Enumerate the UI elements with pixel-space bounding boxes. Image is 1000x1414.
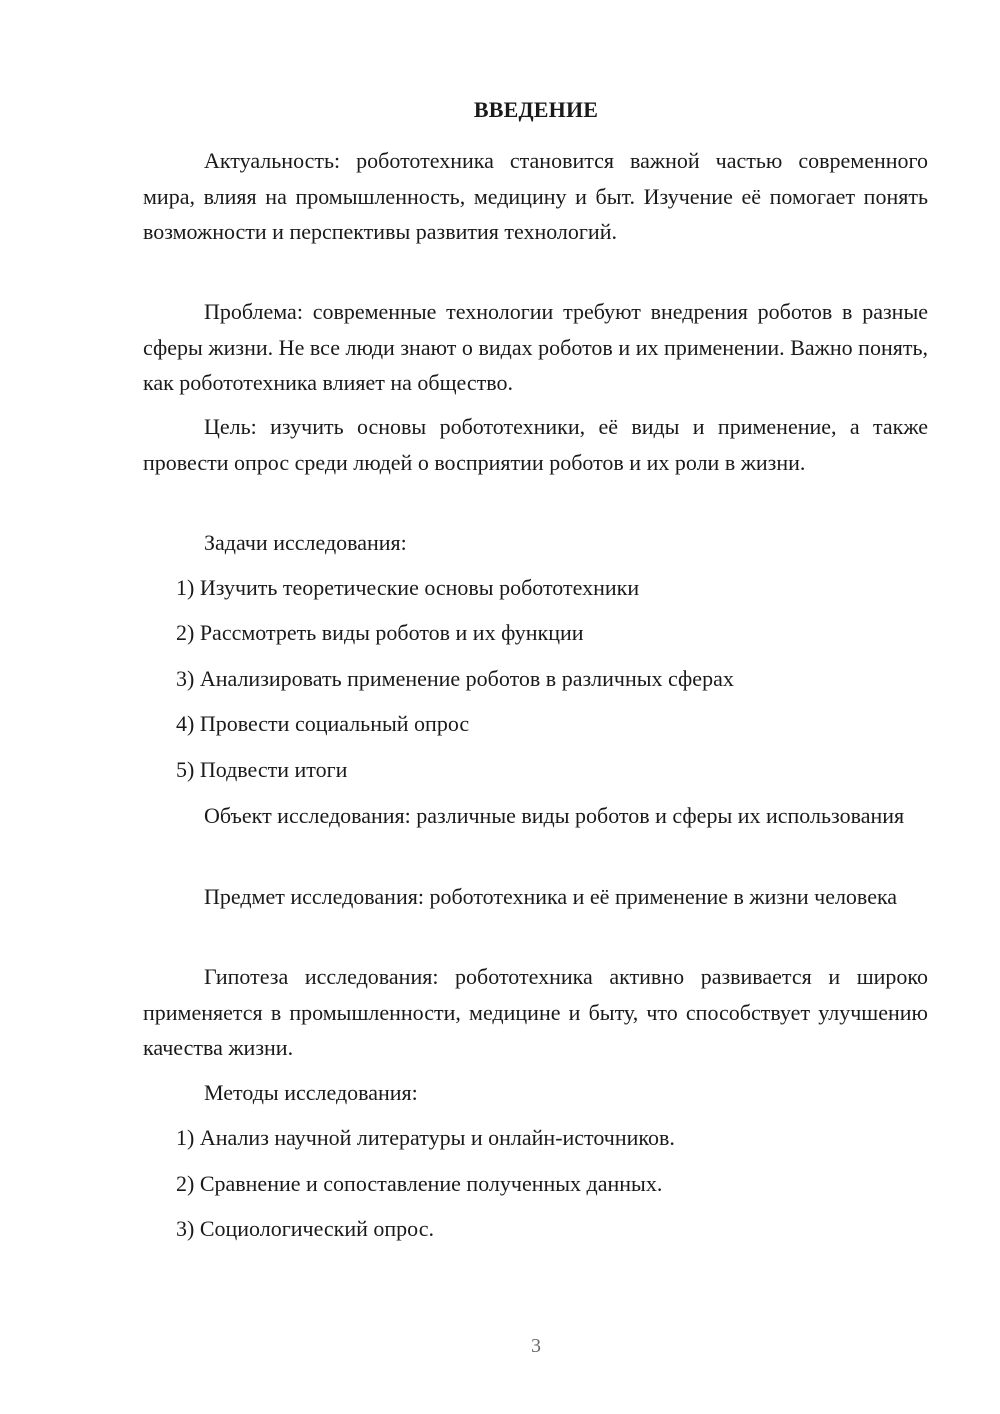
task-item: 1) Изучить теоретические основы робототехники <box>176 575 640 600</box>
method-item: 2) Сравнение и сопоставление полученных данных. <box>176 1171 663 1196</box>
problem-text: Проблема: современные технологии требуют внедрения роботов в разные сферы жизни. Не все люди знают о видах роботов и их применении. Важно понять, как робототехника влияет на общество. <box>143 299 928 395</box>
goal-paragraph <box>143 409 928 480</box>
problem-paragraph <box>143 294 928 401</box>
subject-paragraph <box>143 879 928 915</box>
relevance-paragraph <box>143 143 928 250</box>
page-number: 3 <box>531 1335 541 1357</box>
task-item: 4) Провести социальный опрос <box>176 711 470 736</box>
object-text: Объект исследования: различные виды роботов и сферы их использования <box>204 803 905 828</box>
relevance-text: Актуальность: робототехника становится важной частью современного мира, влияя на промышленность, медицину и быт. Изучение её помогает понять возможности и перспективы развития технологий. <box>143 148 928 244</box>
goal-text: Цель: изучить основы робототехники, её виды и применение, а также провести опрос среди людей о восприятии роботов и их роли в жизни. <box>143 414 928 475</box>
hypothesis-text: Гипотеза исследования: робототехника активно развивается и широко применяется в промышленности, медицине и быту, что способствует улучшению качества жизни. <box>143 964 928 1060</box>
subject-text: Предмет исследования: робототехника и её применение в жизни человека <box>204 884 898 909</box>
methods-heading-paragraph <box>143 1075 928 1111</box>
tasks-heading: Задачи исследования: <box>204 530 407 555</box>
task-item: 2) Рассмотреть виды роботов и их функции <box>176 620 584 645</box>
methods-heading: Методы исследования: <box>204 1080 418 1105</box>
page-title: ВВЕДЕНИЕ <box>473 97 599 122</box>
method-item: 3) Социологический опрос. <box>176 1216 434 1241</box>
task-item: 3) Анализировать применение роботов в различных сферах <box>176 666 734 691</box>
method-item: 1) Анализ научной литературы и онлайн-источников. <box>176 1125 675 1150</box>
task-item: 5) Подвести итоги <box>176 757 348 782</box>
object-paragraph <box>143 798 928 834</box>
hypothesis-paragraph <box>143 959 928 1066</box>
tasks-heading-paragraph <box>143 525 928 561</box>
